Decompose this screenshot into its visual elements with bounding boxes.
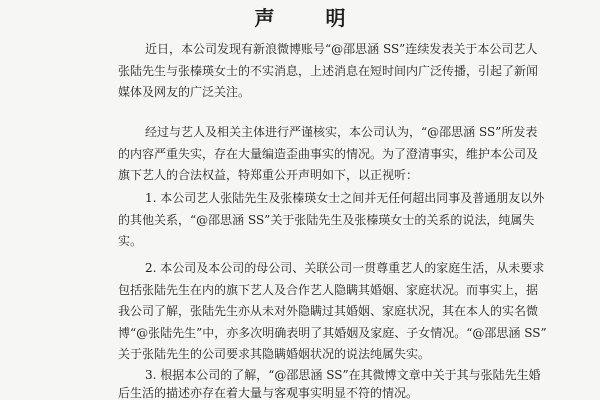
paragraph-line: 旗下艺人的合法权益，特郑重公开声明如下，以正视听： bbox=[118, 168, 419, 182]
paragraph-line: 关于张陆先生的公司要求其隐瞒婚姻状况的说法纯属失实。 bbox=[118, 347, 431, 361]
paragraph-line: 张陆先生与张榛瑛女士的不实消息，上述消息在短时间内广泛传播，引起了新闻 bbox=[118, 64, 539, 78]
paragraph-line: 后生活的描述亦存在着大量与客观事实明显不符的情况。 bbox=[118, 386, 419, 400]
paragraph-line: 2. 本公司及本公司的母公司、关联公司一贯尊重艺人的家庭生活，从未要求 bbox=[145, 261, 545, 275]
paragraph-line: 1. 本公司艺人张陆先生及张榛瑛女士之间并无任何超出同事及普通朋友以外 bbox=[145, 191, 545, 205]
paragraph-line: 的内容严重失实，存在大量编造歪曲事实的情况。为了澄清事实，维护本公司及 bbox=[118, 147, 539, 161]
paragraph-line: 近日，本公司发现有新浪微博账号“@邵思涵 SS”连续发表关于本公司艺人 bbox=[145, 42, 538, 56]
paragraph-line: 经过与艺人及相关主体进行严谨核实，本公司认为，“@邵思涵 SS”所发表 bbox=[145, 125, 538, 139]
document-title: 声 明 bbox=[254, 6, 368, 30]
paragraph-line: 实。 bbox=[118, 234, 143, 248]
paragraph-line: 博“@张陆先生”中，亦多次明确表明了其婚姻及家庭、子女情况。“@邵思涵 SS” bbox=[118, 326, 547, 340]
paragraph-line: 包括张陆先生在内的旗下艺人及合作艺人隐瞒其婚姻、家庭状况。而事实上，据 bbox=[118, 283, 539, 297]
paragraph-line: 我公司了解，张陆先生亦从未对外隐瞒过其婚姻、家庭状况，其在本人的实名微 bbox=[118, 304, 539, 318]
paragraph-line: 3. 根据本公司的了解，“@邵思涵 SS”在其微博文章中关于其与张陆先生婚 bbox=[145, 368, 541, 382]
paragraph-line: 的其他关系，“@邵思涵 SS”关于张陆先生及张榛瑛女士的关系的说法，纯属失 bbox=[118, 213, 535, 227]
paragraph-line: 媒体及网友的广泛关注。 bbox=[118, 85, 251, 99]
